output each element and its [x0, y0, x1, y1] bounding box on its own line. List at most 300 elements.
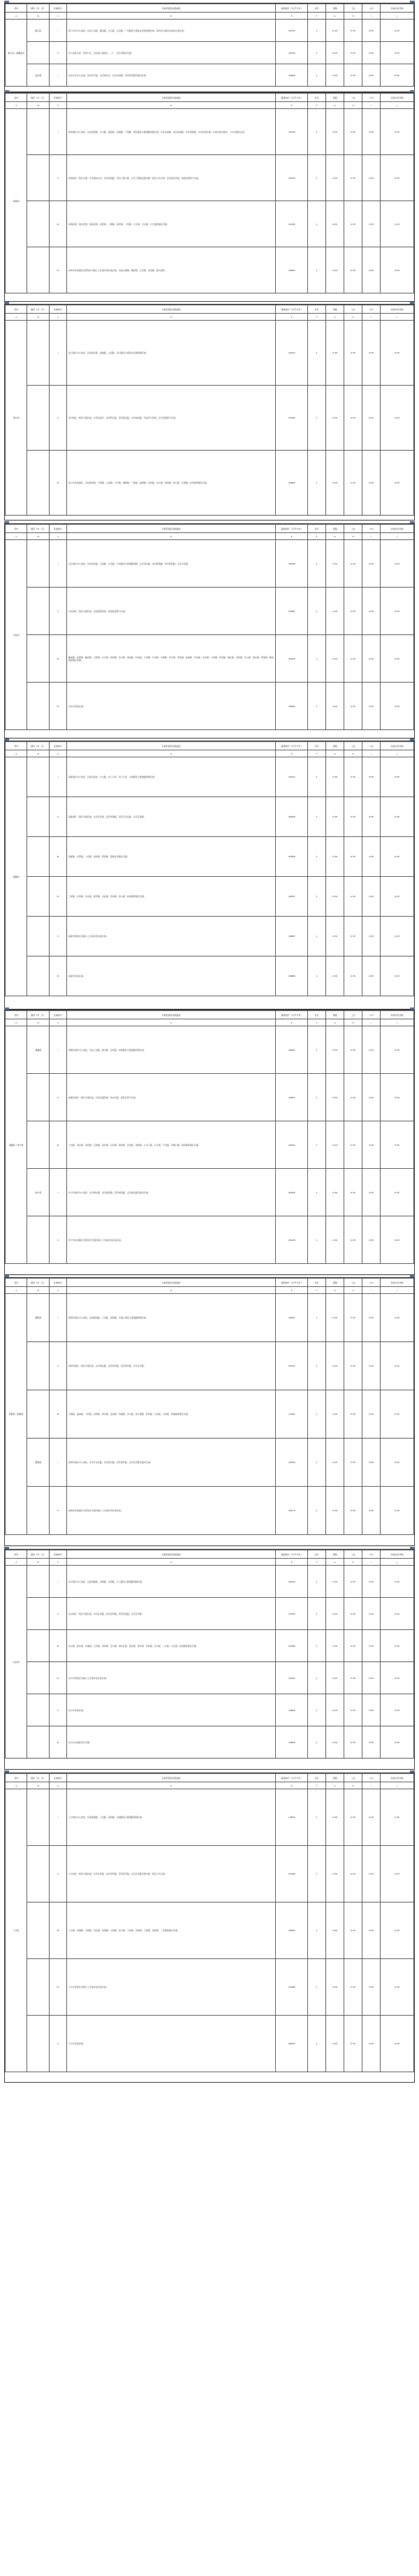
base-price-cell: 27600 — [276, 64, 308, 87]
coef-industrial-cell: 0.33 — [344, 757, 362, 797]
grade-cell: IV — [49, 683, 66, 730]
grade-cell: III — [49, 1121, 66, 1169]
county-cell: 如皋市 — [6, 109, 27, 293]
coef-industrial-cell: 0.33 — [344, 1216, 362, 1264]
coef-industrial-cell: 0.33 — [344, 917, 362, 956]
column-letter: G — [326, 314, 344, 321]
coef-industrial-cell: 0.33 — [344, 201, 362, 247]
coef-public-cell: 0.25 — [362, 540, 381, 588]
coef-commercial-cell: 0.39 — [326, 1566, 344, 1598]
grade-cell: I — [49, 1439, 66, 1487]
coef-commercial-cell: 0.39 — [326, 1789, 344, 1846]
column-letter: D — [66, 750, 276, 757]
land-price-table — [5, 741, 414, 996]
column-letter: A — [6, 533, 27, 540]
table-row — [6, 837, 414, 877]
coef-residential-cell: 1 — [308, 1789, 326, 1846]
grade-cell: III — [49, 1902, 66, 1959]
coef-other-cell: 0.25 — [381, 540, 414, 588]
coef-residential-cell: 1 — [308, 2016, 326, 2072]
description-cell: 滨海县其他镇区及规划区范围内除以上区域外的其他区域。 — [66, 1487, 276, 1535]
header-cell-c8: 商服 — [326, 525, 344, 533]
grade-cell: II — [49, 1846, 66, 1902]
description-cell: 大丰区其他区域。 — [66, 2016, 276, 2072]
description-cell: 泰兴城区一级区外围区域，东至羌溪河，南至阳江路，西至银杏路，北至城北路，包括济川街道、延令街道部分区域。 — [66, 386, 276, 451]
coef-public-cell: 0.25 — [362, 451, 381, 516]
coef-commercial-cell: 0.39 — [326, 64, 344, 87]
header-cell-c2: 镇县（市、区） — [27, 305, 49, 314]
base-price-cell: 24070 — [276, 321, 308, 386]
coef-public-cell: 0.25 — [362, 321, 381, 386]
coef-commercial-cell: 0.39 — [326, 1342, 344, 1390]
base-price-cell: 22078 — [276, 635, 308, 683]
header-cell-c5: 基准地价（元/平方米） — [276, 1279, 308, 1287]
column-letter: D — [66, 1782, 276, 1789]
grade-cell: II — [49, 155, 66, 201]
base-price-cell: 21468 — [276, 1846, 308, 1902]
column-letter: A — [6, 314, 27, 321]
coef-commercial-cell: 0.39 — [326, 451, 344, 516]
description-cell: 东台镇、溱东镇、时堰镇、五烈镇、梁垛镇、安丰镇、南沈灶镇、富安镇、唐洋镇、新街镇、许河镇、三仓镇、头灶镇、弶港镇等镇区范围。 — [66, 1630, 276, 1662]
grade-cell: I — [49, 64, 66, 87]
description-cell: 东台市其他区域。 — [66, 1694, 276, 1726]
column-letter: E — [276, 1559, 308, 1566]
header-cell-c1: 县市 — [6, 525, 27, 533]
coef-public-cell: 0.25 — [362, 1694, 381, 1726]
header-cell-c4: 区域范围及地段描述 — [66, 742, 276, 750]
column-letter: G — [326, 750, 344, 757]
county-cell: 大丰区 — [6, 1789, 27, 2072]
grade-cell: II — [49, 797, 66, 837]
coef-industrial-cell: 0.33 — [344, 1487, 362, 1535]
land-price-table — [5, 1773, 414, 2072]
header-cell-c7: 住宅 — [308, 4, 326, 13]
land-price-table — [5, 1010, 414, 1264]
town-cell — [27, 917, 49, 956]
coef-industrial-cell: 0.33 — [344, 1630, 362, 1662]
coef-industrial-cell: 0.33 — [344, 1121, 362, 1169]
coef-industrial-cell: 0.33 — [344, 2016, 362, 2072]
table-row — [6, 917, 414, 956]
column-letter: B — [27, 533, 49, 540]
coef-other-cell: 0.25 — [381, 1487, 414, 1535]
header-row — [6, 4, 414, 13]
column-letter: J — [381, 1782, 414, 1789]
table-row — [6, 956, 414, 996]
land-price-table — [5, 305, 414, 516]
header-row — [6, 1550, 414, 1559]
header-cell-c10: 公共 — [362, 525, 381, 533]
description-cell: 大中镇、草堰镇、白驹镇、刘庄镇、西团镇、小海镇、新丰镇、大桥镇、草庙镇、万盈镇、南阳镇、三龙镇等镇区范围。 — [66, 1902, 276, 1959]
coef-industrial-cell: 0.33 — [344, 1390, 362, 1439]
table-row — [6, 1846, 414, 1902]
coef-other-cell: 0.25 — [381, 877, 414, 917]
coef-industrial-cell: 0.33 — [344, 540, 362, 588]
coef-commercial-cell: 0.39 — [326, 1026, 344, 1074]
coef-commercial-cell: 0.39 — [326, 540, 344, 588]
county-cell: 兴化市 — [6, 540, 27, 730]
base-price-cell: 19826 — [276, 1694, 308, 1726]
table-frame — [4, 1773, 415, 2083]
grade-cell: II — [49, 42, 66, 64]
coef-other-cell: 0.25 — [381, 20, 414, 42]
column-letter: B — [27, 750, 49, 757]
coef-residential-cell: 1 — [308, 109, 326, 155]
table-row — [6, 386, 414, 451]
column-letter-row — [6, 102, 414, 109]
coef-residential-cell: 1 — [308, 1598, 326, 1630]
table-row — [6, 155, 414, 201]
town-cell — [27, 1694, 49, 1726]
column-letter: F — [308, 1019, 326, 1026]
column-letter: D — [66, 1019, 276, 1026]
grade-cell: I — [49, 1169, 66, 1216]
grade-cell: IV — [49, 877, 66, 917]
coef-other-cell: 0.25 — [381, 1630, 414, 1662]
column-letter: D — [66, 314, 276, 321]
coef-industrial-cell: 0.33 — [344, 588, 362, 635]
description-cell: 高邮市规划区内除以上区域外的其他区域。 — [66, 917, 276, 956]
grade-cell: V — [49, 1694, 66, 1726]
column-letter: D — [66, 533, 276, 540]
table-row — [6, 1694, 414, 1726]
header-cell-c8: 商服 — [326, 742, 344, 750]
coef-commercial-cell: 0.39 — [326, 155, 344, 201]
town-cell: 滨海县 — [27, 1439, 49, 1487]
base-price-cell: 22590 — [276, 1439, 308, 1487]
page-section — [4, 304, 415, 521]
coef-residential-cell: 1 — [308, 683, 326, 730]
coef-public-cell: 0.25 — [362, 1566, 381, 1598]
coef-industrial-cell: 0.33 — [344, 451, 362, 516]
column-letter: H — [344, 1287, 362, 1294]
coef-public-cell: 0.25 — [362, 917, 381, 956]
description-cell: 大丰城区中心地段，包括健康路、人民路、常新路、幸福路等主要道路两侧区域。 — [66, 1789, 276, 1846]
coef-commercial-cell: 0.39 — [326, 1662, 344, 1694]
column-letter-row — [6, 750, 414, 757]
base-price-cell: 21088 — [276, 1959, 308, 2016]
header-cell-c3: 区域划分 — [49, 1279, 66, 1287]
header-cell-c8: 商服 — [326, 1011, 344, 1019]
grade-cell: IV — [49, 1662, 66, 1694]
grade-cell: III — [49, 201, 66, 247]
header-cell-c8: 商服 — [326, 1774, 344, 1782]
column-letter: A — [6, 1287, 27, 1294]
header-cell-c5: 基准地价（元/平方米） — [276, 1550, 308, 1559]
table-frame — [4, 92, 415, 302]
header-cell-c4: 区域范围及地段描述 — [66, 4, 276, 13]
coef-public-cell: 0.25 — [362, 1662, 381, 1694]
town-cell — [27, 1630, 49, 1662]
coef-industrial-cell: 0.33 — [344, 1959, 362, 2016]
column-letter: F — [308, 1782, 326, 1789]
header-cell-c11: 其他非农用地 — [381, 1550, 414, 1559]
coef-commercial-cell: 0.39 — [326, 635, 344, 683]
coef-other-cell: 0.25 — [381, 1726, 414, 1759]
coef-commercial-cell: 0.39 — [326, 956, 344, 996]
town-cell — [27, 1566, 49, 1598]
column-letter: I — [362, 1782, 381, 1789]
table-row — [6, 588, 414, 635]
coef-industrial-cell: 0.33 — [344, 321, 362, 386]
header-cell-c9: 工业 — [344, 1011, 362, 1019]
table-frame — [4, 304, 415, 521]
column-letter: D — [66, 1559, 276, 1566]
coef-industrial-cell: 0.33 — [344, 877, 362, 917]
column-letter: C — [49, 13, 66, 20]
header-cell-c1: 县市 — [6, 305, 27, 314]
column-letter: A — [6, 1019, 27, 1026]
column-letter: J — [381, 314, 414, 321]
header-cell-c10: 公共 — [362, 1279, 381, 1287]
grade-cell: IV — [49, 247, 66, 293]
base-price-cell: 25722 — [276, 20, 308, 42]
coef-public-cell: 0.25 — [362, 797, 381, 837]
header-cell-c4: 区域范围及地段描述 — [66, 1011, 276, 1019]
table-row — [6, 1487, 414, 1535]
description-cell: 高邮镇、车逻镇、八桥镇、送桥镇、郭集镇、菱塘乡等镇区范围。 — [66, 837, 276, 877]
column-letter: D — [66, 13, 276, 20]
grade-cell: II — [49, 1342, 66, 1390]
header-cell-c7: 住宅 — [308, 1011, 326, 1019]
header-cell-c3: 区域划分 — [49, 1774, 66, 1782]
header-row — [6, 1011, 414, 1019]
coef-commercial-cell: 0.39 — [326, 1959, 344, 2016]
coef-industrial-cell: 0.33 — [344, 797, 362, 837]
base-price-cell: 20106 — [276, 1216, 308, 1264]
description-cell: 泰兴市其他镇区，包括黄桥镇、分界镇、古溪镇、元竹镇、珊瑚镇、广陵镇、曲霞镇、张桥镇、河失镇、新街镇、姚王镇、宣堡镇、虹桥镇等镇区范围。 — [66, 451, 276, 516]
grade-cell: VI — [49, 956, 66, 996]
header-cell-c8: 商服 — [326, 305, 344, 314]
header-cell-c8: 商服 — [326, 4, 344, 13]
description-cell: 兴化城区中心地段，包括英武路、五里路、长安路、丰收路等主要道路两侧，东至英武路，南至牌楼路，西至昭阳路，北至丰收路。 — [66, 540, 276, 588]
coef-commercial-cell: 0.39 — [326, 2016, 344, 2072]
grade-cell: I — [49, 20, 66, 42]
table-row — [6, 1439, 414, 1487]
coef-commercial-cell: 0.39 — [326, 20, 344, 42]
column-letter: G — [326, 102, 344, 109]
coef-commercial-cell: 0.39 — [326, 1439, 344, 1487]
header-cell-c5: 基准地价（元/平方米） — [276, 1774, 308, 1782]
base-price-cell: 21525 — [276, 1342, 308, 1390]
land-price-table — [5, 93, 414, 293]
coef-other-cell: 0.25 — [381, 1074, 414, 1121]
table-frame — [4, 1549, 415, 1770]
land-price-table — [5, 1550, 414, 1759]
column-letter: J — [381, 102, 414, 109]
column-letter: A — [6, 102, 27, 109]
coef-industrial-cell: 0.33 — [344, 1439, 362, 1487]
table-row — [6, 1789, 414, 1846]
coef-public-cell: 0.25 — [362, 1630, 381, 1662]
table-row — [6, 1630, 414, 1662]
column-letter: H — [344, 1019, 362, 1026]
header-cell-c11: 其他非农用地 — [381, 94, 414, 102]
column-letter: E — [276, 102, 308, 109]
description-cell: 射阳县城区一级区外围区域，东至城东路，南至南环路，西至西环路，北至北环路。 — [66, 1342, 276, 1390]
coef-public-cell: 0.25 — [362, 683, 381, 730]
coef-other-cell: 0.25 — [381, 1846, 414, 1902]
header-cell-c5: 基准地价（元/平方米） — [276, 305, 308, 314]
page-section — [4, 92, 415, 302]
table-row — [6, 1566, 414, 1598]
coef-industrial-cell: 0.33 — [344, 247, 362, 293]
coef-residential-cell: 1 — [308, 64, 326, 87]
table-frame — [4, 741, 415, 1010]
coef-commercial-cell: 0.39 — [326, 757, 344, 797]
coef-residential-cell: 1 — [308, 540, 326, 588]
base-price-cell: 15836 — [276, 1726, 308, 1759]
column-letter: J — [381, 1287, 414, 1294]
header-cell-c5: 基准地价（元/平方米） — [276, 742, 308, 750]
column-letter: B — [27, 314, 49, 321]
coef-residential-cell: 1 — [308, 20, 326, 42]
header-cell-c9: 工业 — [344, 4, 362, 13]
column-letter: C — [49, 102, 66, 109]
table-row — [6, 1026, 414, 1074]
town-cell — [27, 683, 49, 730]
coef-commercial-cell: 0.39 — [326, 1846, 344, 1902]
coef-industrial-cell: 0.33 — [344, 1902, 362, 1959]
coef-other-cell: 0.25 — [381, 1902, 414, 1959]
header-cell-c10: 公共 — [362, 94, 381, 102]
coef-residential-cell: 1 — [308, 1902, 326, 1959]
coef-residential-cell: 1 — [308, 1487, 326, 1535]
coef-other-cell: 0.25 — [381, 247, 414, 293]
column-letter: J — [381, 533, 414, 540]
coef-residential-cell: 1 — [308, 1294, 326, 1342]
coef-commercial-cell: 0.39 — [326, 837, 344, 877]
column-letter: B — [27, 1287, 49, 1294]
base-price-cell: 18749 — [276, 1566, 308, 1598]
town-cell — [27, 1598, 49, 1630]
coef-residential-cell: 1 — [308, 797, 326, 837]
coef-residential-cell: 1 — [308, 1121, 326, 1169]
description-cell: 泰兴城区中心地段，包括国庆路、鼓楼路、文昌路、济川路等主要商业街道两侧区域。 — [66, 321, 276, 386]
coef-residential-cell: 1 — [308, 837, 326, 877]
coef-residential-cell: 1 — [308, 247, 326, 293]
coef-industrial-cell: 0.33 — [344, 1342, 362, 1390]
grade-cell: I — [49, 1026, 66, 1074]
table-row — [6, 1598, 414, 1630]
column-letter: B — [27, 13, 49, 20]
base-price-cell: 20031 — [276, 877, 308, 917]
town-cell: 海门区 — [27, 20, 49, 42]
town-cell — [27, 1789, 49, 1846]
column-letter: C — [49, 750, 66, 757]
base-price-cell: 20448 — [276, 797, 308, 837]
coef-industrial-cell: 0.33 — [344, 1566, 362, 1598]
header-cell-c11: 其他非农用地 — [381, 305, 414, 314]
coef-other-cell: 0.25 — [381, 2016, 414, 2072]
coef-industrial-cell: 0.33 — [344, 1789, 362, 1846]
coef-commercial-cell: 0.39 — [326, 1598, 344, 1630]
header-row — [6, 1279, 414, 1287]
base-price-cell: 24759 — [276, 42, 308, 64]
coef-industrial-cell: 0.33 — [344, 20, 362, 42]
coef-public-cell: 0.25 — [362, 956, 381, 996]
coef-residential-cell: 1 — [308, 1342, 326, 1390]
coef-other-cell: 0.25 — [381, 155, 414, 201]
description-cell: 中心城区东部、西部片区，包括海门港新区、三厂、常乐等镇区范围。 — [66, 42, 276, 64]
coef-residential-cell: 1 — [308, 42, 326, 64]
coef-other-cell: 0.25 — [381, 109, 414, 155]
header-cell-c4: 区域范围及地段描述 — [66, 1774, 276, 1782]
coef-public-cell: 0.25 — [362, 1487, 381, 1535]
header-cell-c2: 镇县（市、区） — [27, 1011, 49, 1019]
land-price-table — [5, 524, 414, 730]
description-cell: 合德镇、临海镇、千秋镇、四明镇、海河镇、盘湾镇、特庸镇、洋马镇、黄沙港镇、新坍镇、长荡镇、兴桥镇、海通镇等镇区范围。 — [66, 1390, 276, 1439]
header-cell-c1: 县市 — [6, 94, 27, 102]
header-cell-c4: 区域范围及地段描述 — [66, 1279, 276, 1287]
column-letter: J — [381, 1559, 414, 1566]
column-letter: E — [276, 1782, 308, 1789]
table-row — [6, 1169, 414, 1216]
county-cell: 东台市 — [6, 1566, 27, 1759]
column-letter: F — [308, 1287, 326, 1294]
column-letter: A — [6, 1782, 27, 1789]
coef-commercial-cell: 0.39 — [326, 1630, 344, 1662]
description-cell: 东台城区中心地段，包括海陵路、望海路、北海路、红兰路等主要道路两侧区域。 — [66, 1566, 276, 1598]
grade-cell: II — [49, 1074, 66, 1121]
table-row — [6, 635, 414, 683]
town-cell — [27, 877, 49, 917]
header-cell-c7: 住宅 — [308, 1774, 326, 1782]
town-cell — [27, 1902, 49, 1959]
coef-commercial-cell: 0.39 — [326, 917, 344, 956]
header-cell-c11: 其他非农用地 — [381, 1011, 414, 1019]
column-letter: C — [49, 533, 66, 540]
header-cell-c5: 基准地价（元/平方米） — [276, 4, 308, 13]
base-price-cell: 26075 — [276, 2016, 308, 2072]
coef-public-cell: 0.25 — [362, 1121, 381, 1169]
coef-public-cell: 0.25 — [362, 386, 381, 451]
coef-other-cell: 0.25 — [381, 683, 414, 730]
description-cell: 阜宁县城区中心地段，东至城东路，南至城南路，西至城西路，北至城北路范围内区域。 — [66, 1169, 276, 1216]
description-cell: 建湖县城区中心地段，包括人民路、湖中路、冠华路、向阳路等主要道路两侧区域。 — [66, 1026, 276, 1074]
column-letter-row — [6, 1782, 414, 1789]
column-letter: F — [308, 314, 326, 321]
header-cell-c3: 区域划分 — [49, 1550, 66, 1559]
header-row — [6, 1774, 414, 1782]
town-cell — [27, 1662, 49, 1694]
coef-industrial-cell: 0.33 — [344, 1074, 362, 1121]
table-row — [6, 877, 414, 917]
description-cell: 三垛镇、甘垛镇、汤庄镇、卸甲镇、龙虬镇、界首镇、周山镇、临泽镇等镇区范围。 — [66, 877, 276, 917]
base-price-cell: 21365 — [276, 386, 308, 451]
coef-other-cell: 0.25 — [381, 1662, 414, 1694]
column-letter: I — [362, 314, 381, 321]
table-row — [6, 683, 414, 730]
coef-commercial-cell: 0.39 — [326, 201, 344, 247]
town-cell — [27, 321, 49, 386]
header-cell-c8: 商服 — [326, 94, 344, 102]
coef-residential-cell: 1 — [308, 877, 326, 917]
coef-other-cell: 0.25 — [381, 635, 414, 683]
coef-public-cell: 0.25 — [362, 877, 381, 917]
header-cell-c2: 镇县（市、区） — [27, 1774, 49, 1782]
coef-residential-cell: 1 — [308, 588, 326, 635]
town-cell — [27, 386, 49, 451]
table-row — [6, 64, 414, 87]
coef-public-cell: 0.25 — [362, 757, 381, 797]
coef-public-cell: 0.25 — [362, 1216, 381, 1264]
coef-public-cell: 0.25 — [362, 2016, 381, 2072]
header-cell-c7: 住宅 — [308, 94, 326, 102]
base-price-cell: 16888 — [276, 956, 308, 996]
grade-cell: IV — [49, 1959, 66, 2016]
coef-commercial-cell: 0.39 — [326, 109, 344, 155]
